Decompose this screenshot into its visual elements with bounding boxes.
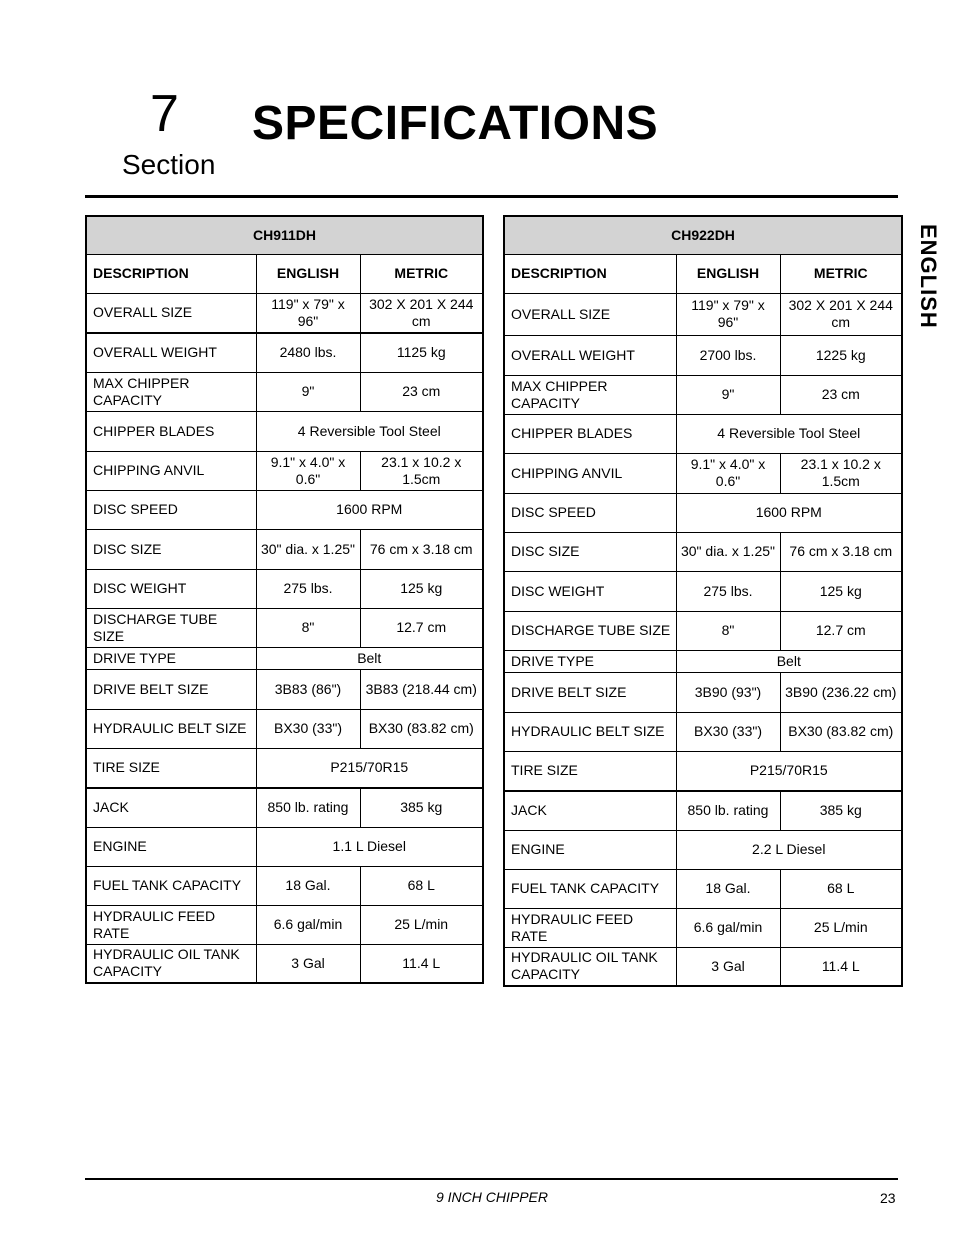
- spec-metric-value: 3B83 (218.44 cm): [360, 669, 483, 709]
- language-tab: ENGLISH: [916, 224, 941, 329]
- spec-description: DISCHARGE TUBE SIZE: [504, 611, 676, 650]
- spec-metric-value: 1225 kg: [780, 335, 902, 375]
- spec-metric-value: 76 cm x 3.18 cm: [360, 529, 483, 569]
- spec-description: JACK: [86, 788, 256, 827]
- spec-metric-value: 1125 kg: [360, 333, 483, 372]
- spec-english-value: 275 lbs.: [676, 571, 780, 611]
- spec-english-value: 8": [676, 611, 780, 650]
- spec-english-value: 850 lb. rating: [256, 788, 360, 827]
- table-row: [86, 372, 483, 411]
- spec-description: ENGINE: [504, 830, 676, 869]
- table-row: [86, 569, 483, 608]
- spec-description: DRIVE BELT SIZE: [504, 672, 676, 712]
- spec-description: HYDRAULIC BELT SIZE: [504, 712, 676, 751]
- header-rule: [85, 195, 898, 198]
- table-row: [504, 571, 902, 611]
- spec-table-ch911dh: [85, 215, 484, 984]
- table-row: [86, 669, 483, 709]
- spec-description: DRIVE TYPE: [504, 650, 676, 672]
- table-row: [86, 647, 483, 669]
- spec-value: 1.1 L Diesel: [256, 827, 483, 866]
- spec-description: ENGINE: [86, 827, 256, 866]
- table-row: [86, 866, 483, 905]
- column-header: METRIC: [780, 254, 902, 293]
- spec-value: Belt: [676, 650, 902, 672]
- spec-english-value: 30" dia. x 1.25": [256, 529, 360, 569]
- table-row: [504, 453, 902, 493]
- spec-english-value: BX30 (33"): [676, 712, 780, 751]
- table-row: [86, 748, 483, 788]
- table-row: [504, 712, 902, 751]
- spec-metric-value: 302 X 201 X 244 cm: [360, 293, 483, 333]
- spec-english-value: 2480 lbs.: [256, 333, 360, 372]
- spec-value: 4 Reversible Tool Steel: [256, 411, 483, 451]
- spec-metric-value: 23 cm: [780, 375, 902, 414]
- spec-description: HYDRAULIC FEED RATE: [504, 908, 676, 947]
- table-row: [504, 947, 902, 986]
- spec-description: DISC SIZE: [86, 529, 256, 569]
- spec-description: FUEL TANK CAPACITY: [504, 869, 676, 908]
- spec-description: DRIVE TYPE: [86, 647, 256, 669]
- table-row: [86, 944, 483, 983]
- spec-table-ch922dh: [503, 215, 903, 987]
- table-row: [504, 672, 902, 712]
- table-row: [504, 650, 902, 672]
- spec-english-value: 275 lbs.: [256, 569, 360, 608]
- spec-english-value: 9": [256, 372, 360, 411]
- spec-metric-value: BX30 (83.82 cm): [360, 709, 483, 748]
- section-number: 7: [150, 85, 179, 143]
- table-row: [86, 490, 483, 529]
- table-row: [504, 335, 902, 375]
- table-row: [86, 333, 483, 372]
- footer-title: 9 INCH CHIPPER: [435, 1189, 549, 1205]
- spec-metric-value: 25 L/min: [360, 905, 483, 944]
- spec-description: DISC WEIGHT: [504, 571, 676, 611]
- spec-value: 4 Reversible Tool Steel: [676, 414, 902, 453]
- spec-metric-value: 3B90 (236.22 cm): [780, 672, 902, 712]
- model-name: CH922DH: [504, 216, 902, 254]
- spec-description: CHIPPING ANVIL: [504, 453, 676, 493]
- table-row: [504, 830, 902, 869]
- table-row: [504, 869, 902, 908]
- spec-description: OVERALL SIZE: [504, 293, 676, 335]
- spec-description: DRIVE BELT SIZE: [86, 669, 256, 709]
- spec-description: HYDRAULIC OIL TANK CAPACITY: [504, 947, 676, 986]
- spec-english-value: 3 Gal: [256, 944, 360, 983]
- spec-english-value: 3B83 (86"): [256, 669, 360, 709]
- spec-description: HYDRAULIC OIL TANK CAPACITY: [86, 944, 256, 983]
- spec-description: OVERALL SIZE: [86, 293, 256, 333]
- spec-metric-value: 76 cm x 3.18 cm: [780, 532, 902, 571]
- spec-description: DISC SPEED: [86, 490, 256, 529]
- spec-english-value: 8": [256, 608, 360, 647]
- footer-rule: [85, 1178, 898, 1180]
- spec-metric-value: 12.7 cm: [360, 608, 483, 647]
- spec-description: CHIPPER BLADES: [86, 411, 256, 451]
- spec-description: DISCHARGE TUBE SIZE: [86, 608, 256, 647]
- spec-english-value: 9": [676, 375, 780, 414]
- spec-english-value: 6.6 gal/min: [676, 908, 780, 947]
- spec-description: FUEL TANK CAPACITY: [86, 866, 256, 905]
- spec-value: Belt: [256, 647, 483, 669]
- table-header-row: [86, 254, 483, 293]
- spec-description: JACK: [504, 791, 676, 830]
- spec-english-value: 3 Gal: [676, 947, 780, 986]
- table-row: [504, 791, 902, 830]
- table-row: [86, 411, 483, 451]
- spec-description: DISC SIZE: [504, 532, 676, 571]
- spec-english-value: 6.6 gal/min: [256, 905, 360, 944]
- spec-description: HYDRAULIC BELT SIZE: [86, 709, 256, 748]
- column-header: ENGLISH: [256, 254, 360, 293]
- spec-english-value: 2700 lbs.: [676, 335, 780, 375]
- spec-english-value: 30" dia. x 1.25": [676, 532, 780, 571]
- spec-metric-value: 385 kg: [360, 788, 483, 827]
- spec-metric-value: 11.4 L: [780, 947, 902, 986]
- spec-english-value: 9.1" x 4.0" x 0.6": [256, 451, 360, 490]
- column-header: METRIC: [360, 254, 483, 293]
- spec-metric-value: 385 kg: [780, 791, 902, 830]
- spec-value: 1600 RPM: [676, 493, 902, 532]
- spec-english-value: 18 Gal.: [676, 869, 780, 908]
- spec-english-value: 119" x 79" x 96": [256, 293, 360, 333]
- spec-description: DISC SPEED: [504, 493, 676, 532]
- table-row: [504, 414, 902, 453]
- spec-english-value: 850 lb. rating: [676, 791, 780, 830]
- spec-metric-value: 12.7 cm: [780, 611, 902, 650]
- spec-metric-value: 68 L: [780, 869, 902, 908]
- table-row: [504, 293, 902, 335]
- spec-english-value: 119" x 79" x 96": [676, 293, 780, 335]
- spec-description: DISC WEIGHT: [86, 569, 256, 608]
- page-number: 23: [880, 1190, 896, 1206]
- spec-metric-value: 125 kg: [780, 571, 902, 611]
- table-row: [86, 827, 483, 866]
- spec-description: TIRE SIZE: [86, 748, 256, 788]
- table-row: [86, 788, 483, 827]
- spec-description: CHIPPING ANVIL: [86, 451, 256, 490]
- table-row: [86, 905, 483, 944]
- spec-description: OVERALL WEIGHT: [86, 333, 256, 372]
- table-row: [504, 611, 902, 650]
- spec-metric-value: 125 kg: [360, 569, 483, 608]
- spec-english-value: BX30 (33"): [256, 709, 360, 748]
- table-row: [504, 375, 902, 414]
- spec-metric-value: 23.1 x 10.2 x 1.5cm: [360, 451, 483, 490]
- column-header: ENGLISH: [676, 254, 780, 293]
- spec-metric-value: BX30 (83.82 cm): [780, 712, 902, 751]
- spec-description: MAX CHIPPER CAPACITY: [504, 375, 676, 414]
- spec-english-value: 3B90 (93"): [676, 672, 780, 712]
- spec-metric-value: 302 X 201 X 244 cm: [780, 293, 902, 335]
- table-row: [504, 751, 902, 791]
- table-row: [86, 709, 483, 748]
- spec-description: CHIPPER BLADES: [504, 414, 676, 453]
- spec-value: P215/70R15: [676, 751, 902, 791]
- spec-description: MAX CHIPPER CAPACITY: [86, 372, 256, 411]
- spec-metric-value: 11.4 L: [360, 944, 483, 983]
- spec-metric-value: 23 cm: [360, 372, 483, 411]
- spec-english-value: 9.1" x 4.0" x 0.6": [676, 453, 780, 493]
- table-header-row: [504, 254, 902, 293]
- table-row: [86, 529, 483, 569]
- spec-value: 2.2 L Diesel: [676, 830, 902, 869]
- spec-value: P215/70R15: [256, 748, 483, 788]
- table-row: [504, 532, 902, 571]
- spec-metric-value: 68 L: [360, 866, 483, 905]
- column-header: DESCRIPTION: [504, 254, 676, 293]
- table-row: [504, 493, 902, 532]
- spec-metric-value: 25 L/min: [780, 908, 902, 947]
- column-header: DESCRIPTION: [86, 254, 256, 293]
- model-name: CH911DH: [86, 216, 483, 254]
- section-label: Section: [122, 149, 216, 180]
- spec-description: HYDRAULIC FEED RATE: [86, 905, 256, 944]
- spec-description: OVERALL WEIGHT: [504, 335, 676, 375]
- spec-description: TIRE SIZE: [504, 751, 676, 791]
- table-row: [86, 608, 483, 647]
- spec-english-value: 18 Gal.: [256, 866, 360, 905]
- spec-metric-value: 23.1 x 10.2 x 1.5cm: [780, 453, 902, 493]
- page-title: SPECIFICATIONS: [252, 97, 659, 150]
- table-row: [86, 293, 483, 333]
- table-row: [86, 451, 483, 490]
- table-row: [504, 908, 902, 947]
- spec-value: 1600 RPM: [256, 490, 483, 529]
